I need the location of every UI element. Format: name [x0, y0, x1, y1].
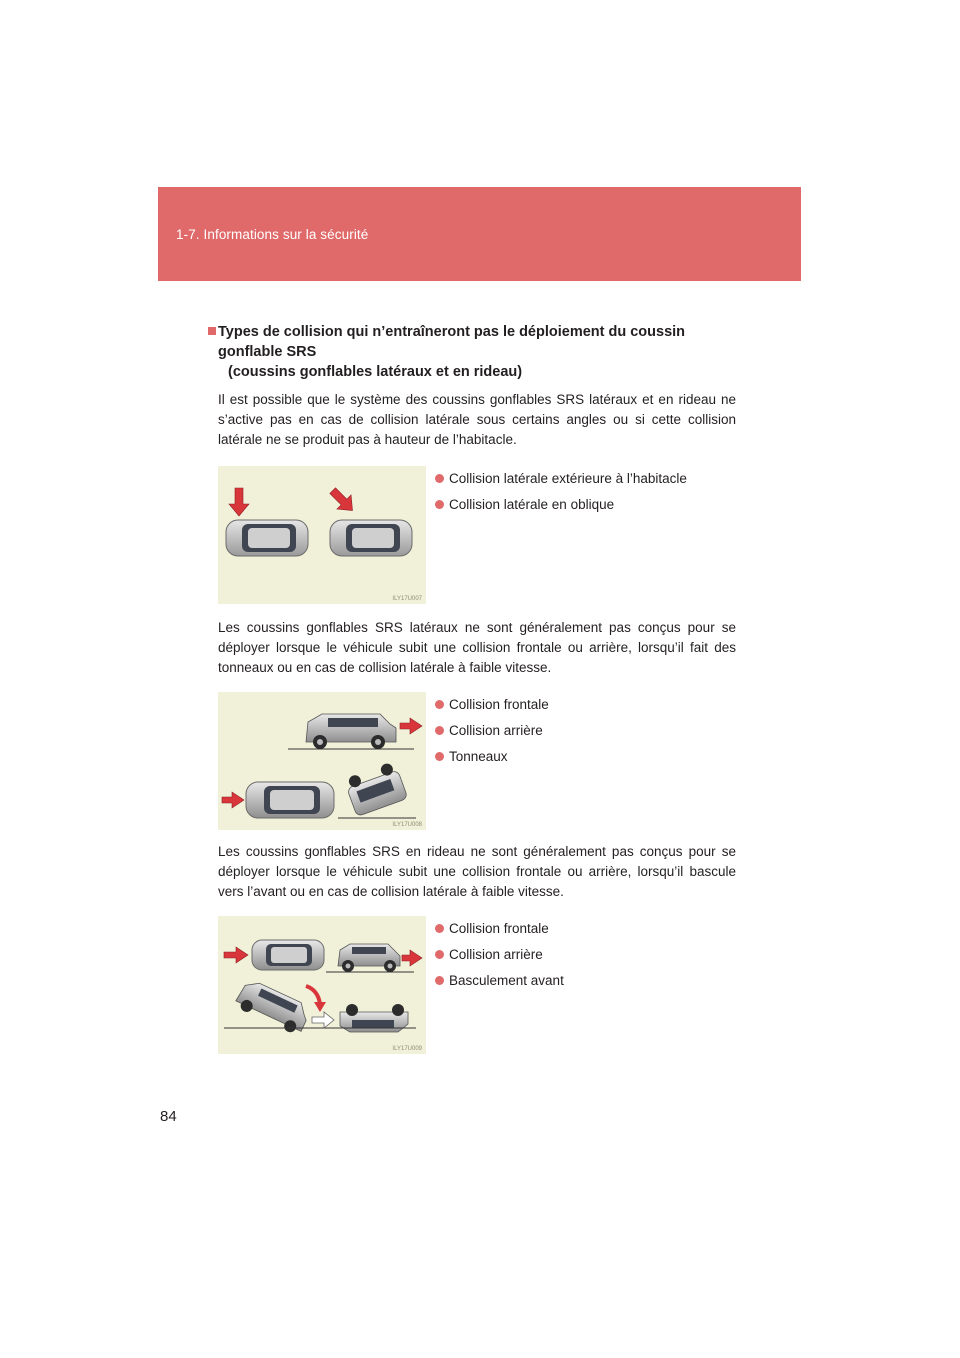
bullet-list-1	[435, 466, 687, 518]
list-item: Collision arrière	[435, 942, 564, 968]
header-band	[158, 187, 801, 281]
figure-code: ILY17U008	[392, 822, 422, 828]
list-item: Basculement avant	[435, 968, 564, 994]
impact-arrow-rear	[400, 718, 422, 734]
paragraph-1: Il est possible que le système des coussins gonflables SRS latéraux et en rideau ne s’active pas en cas de collision latérale sous certains angles ou si cette collision latérale ne se produit pas à hauteur de l’habitacle.	[218, 392, 736, 447]
curved-arrow	[306, 986, 320, 1004]
impact-arrow-rear	[402, 950, 422, 966]
bullet-list-2	[435, 692, 549, 770]
car-side-view	[326, 944, 414, 972]
side-collision-illustration	[218, 466, 426, 604]
car-top-view-1	[226, 520, 308, 556]
bullet-dot-icon	[435, 924, 444, 933]
page-number: 84	[160, 1108, 177, 1125]
figure-code: ILY17U007	[392, 596, 422, 602]
list-item: Collision frontale	[435, 692, 549, 718]
bullet-dot-icon	[435, 976, 444, 985]
figure-front-rear-rollover	[208, 692, 736, 830]
impact-arrow-side	[229, 488, 249, 516]
paragraph-2: Les coussins gonflables SRS latéraux ne sont généralement pas conçus pour se déployer lorsque le véhicule subit une collision frontale ou arrière, lorsqu’il fait des tonneaux ou en cas de collision latérale à faible vitesse.	[218, 620, 736, 675]
section-title: 1-7. Informations sur la sécurité	[176, 227, 369, 242]
page-content	[208, 322, 736, 1054]
figure-code: ILY17U009	[392, 1046, 422, 1052]
car-top-view	[252, 940, 324, 970]
front-rear-rollover-drawing	[218, 692, 426, 830]
section-heading: Types de collision qui n’entraîneront pas le déploiement du coussin gonflable SRS (coussins gonflables latéraux et en rideau)	[208, 322, 736, 382]
car-side-view	[288, 714, 414, 749]
figure-front-rear-tip	[208, 916, 736, 1054]
bullet-dot-icon	[435, 500, 444, 509]
front-rear-rollover-illustration	[218, 692, 426, 830]
front-rear-tip-illustration	[218, 916, 426, 1054]
car-top-view-2	[330, 520, 412, 556]
car-top-view	[246, 782, 334, 818]
list-item: Tonneaux	[435, 744, 549, 770]
bullet-dot-icon	[435, 474, 444, 483]
impact-arrow-front	[222, 792, 244, 808]
curved-arrow-head	[314, 1002, 326, 1012]
front-rear-tip-drawing	[218, 916, 426, 1054]
bullet-dot-icon	[435, 752, 444, 761]
impact-arrow-oblique	[326, 484, 360, 518]
figure-side-collision	[208, 466, 736, 604]
bullet-dot-icon	[435, 726, 444, 735]
square-bullet-icon	[208, 327, 216, 335]
list-item: Collision latérale extérieure à l’habitacle	[435, 466, 687, 492]
side-collision-drawing	[218, 466, 426, 604]
motion-arrow	[312, 1012, 334, 1028]
impact-arrow-front	[224, 947, 248, 963]
bullet-dot-icon	[435, 950, 444, 959]
list-item: Collision frontale	[435, 916, 564, 942]
paragraph-3: Les coussins gonflables SRS en rideau ne sont généralement pas conçus pour se déployer lorsque le véhicule subit une collision frontale ou arrière, lorsqu’il bascule vers l’avant ou en cas de collision latérale à faible vitesse.	[218, 844, 736, 899]
list-item: Collision latérale en oblique	[435, 492, 687, 518]
list-item: Collision arrière	[435, 718, 549, 744]
car-rollover	[343, 761, 407, 817]
bullet-list-3	[435, 916, 564, 994]
bullet-dot-icon	[435, 700, 444, 709]
